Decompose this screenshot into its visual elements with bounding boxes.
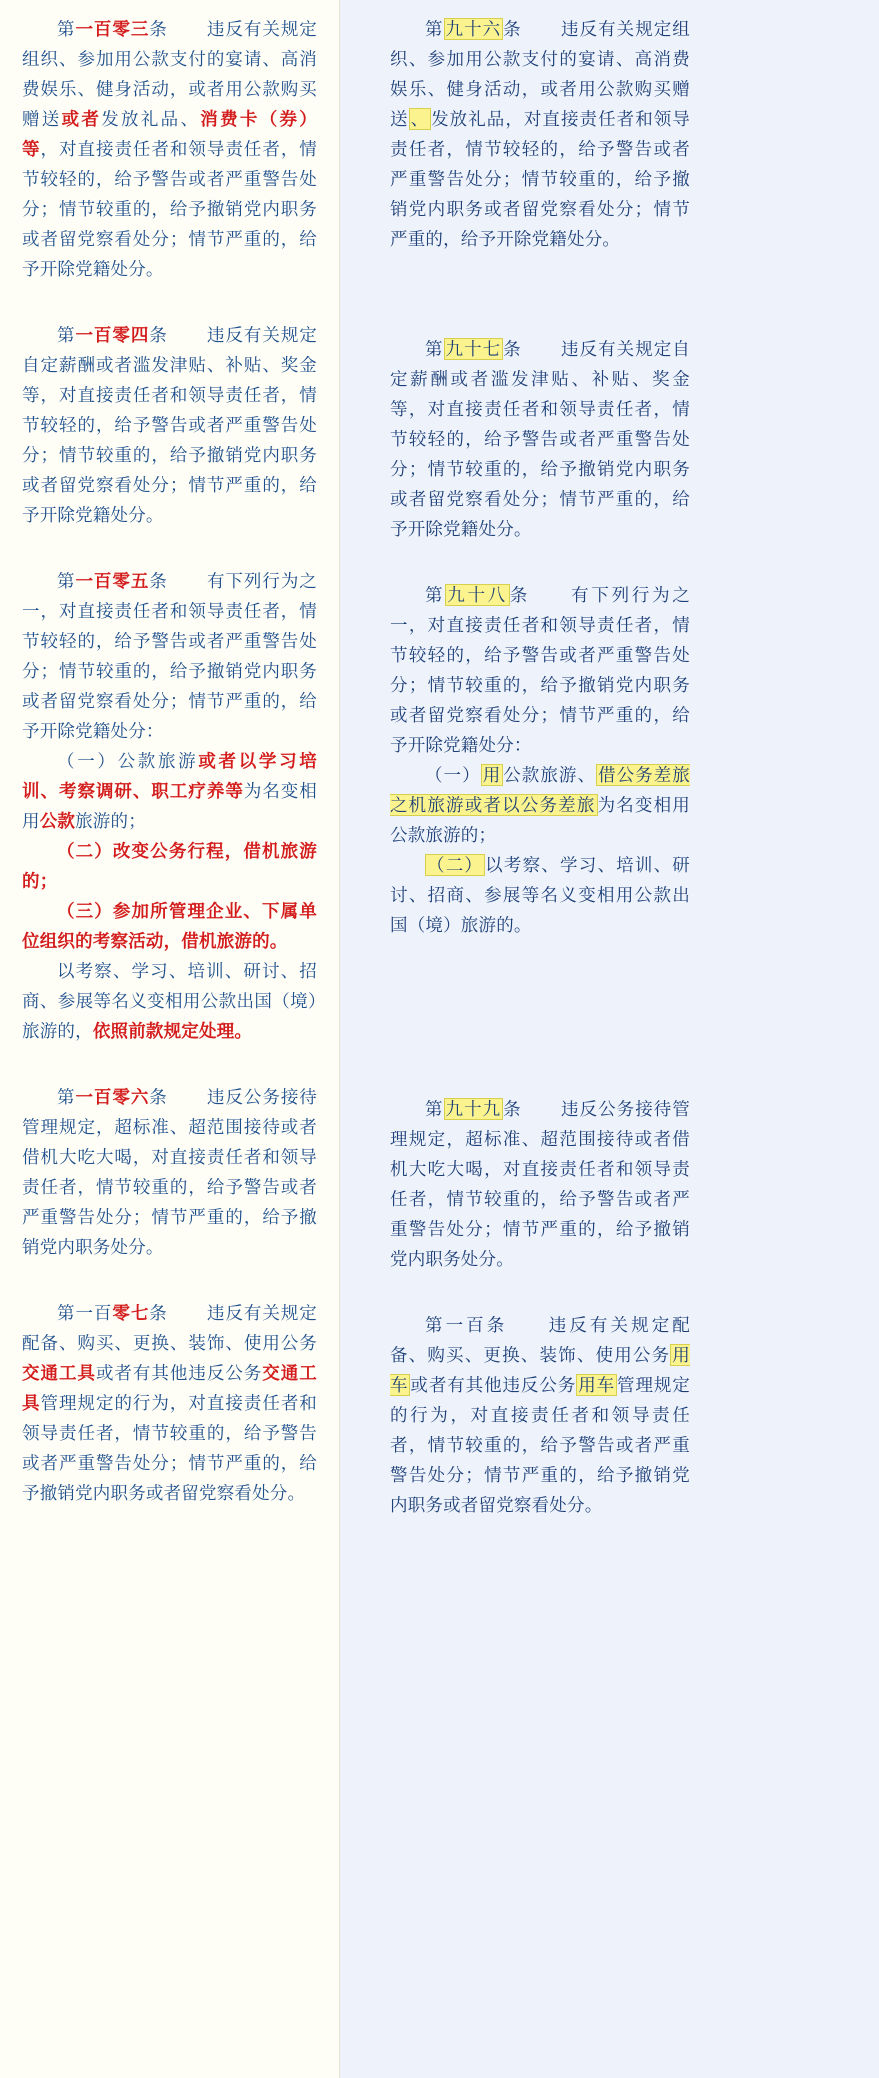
article-number-suffix: 条	[149, 19, 168, 39]
article-body-seg-1: 用车	[390, 1345, 690, 1395]
article-body-seg-4: 管理规定的行为，对直接责任者和领导责任者，情节较重的，给予警告或者严重警告处分；情节严重的，给予撤销党内职务或者留党察看处分。	[390, 1375, 690, 1515]
article-number-suffix: 条	[503, 19, 522, 39]
article-96	[390, 14, 690, 254]
article-number-prefix: 第	[425, 585, 446, 605]
article-body-seg-0: 违反有关规定自定薪酬或者滥发津贴、补贴、奖金等，对直接责任者和领导责任者，情节较轻的，给予警告或者严重警告处分；情节较重的，给予撤销党内职务或者留党察看处分；情节严重的，给予开除党籍处分。	[390, 339, 690, 539]
article-body-seg-2: 或者有其他违反公务	[410, 1375, 577, 1395]
article-number-prefix: 第	[425, 339, 444, 359]
article-body-seg-0: 违反有关规定自定薪酬或者滥发津贴、补贴、奖金等，对直接责任者和领导责任者，情节较轻的，给予警告或者严重警告处分；情节较重的，给予撤销党内职务或者留党察看处分；情节严重的，给予开除党籍处分。	[22, 325, 318, 525]
article-99	[390, 1094, 690, 1274]
item-seg-4: 旅游的；	[75, 811, 146, 831]
article-number-prefix: 第	[57, 19, 76, 39]
column-left-revised	[0, 0, 340, 2078]
article-number: 一百零五	[75, 571, 150, 591]
article-100-text	[390, 1310, 690, 1520]
article-number: 九十七	[445, 339, 502, 359]
item-seg-3: 借公务差旅之机旅游或者以公务差旅	[390, 765, 691, 815]
article-body-seg-3: 用车	[578, 1375, 616, 1395]
item-seg-2: 公款旅游、	[503, 765, 597, 785]
article-body-seg-2: 发放礼品，对直接责任者和领导责任者，情节较轻的，给予警告或者严重警告处分；情节较重的，给予撤销党内职务或者留党察看处分；情节严重的，给予开除党籍处分。	[390, 109, 691, 249]
column-right-original	[340, 0, 879, 2078]
article-body-seg-0: 违反有关规定配备、购买、更换、装饰、使用公务	[22, 1303, 318, 1353]
article-body-seg-4: 管理规定的行为，对直接责任者和领导责任者，情节较重的，给予警告或者严重警告处分；情节严重的，给予撤销党内职务或者留党察看处分。	[22, 1393, 318, 1503]
article-98-item-1	[390, 760, 690, 850]
article-body-seg-1: 或者	[61, 109, 102, 129]
article-body-seg-0: 违反有关规定组织、参加用公款支付的宴请、高消费娱乐、健身活动，或者用公款购买赠送	[22, 19, 318, 129]
article-number-suffix: 条	[149, 1087, 168, 1107]
article-body-seg-2: 发放礼品、	[101, 109, 201, 129]
article-107	[22, 1298, 317, 1508]
article-body-seg-3: 消费卡（券）等	[22, 109, 318, 159]
article-105-item-2	[22, 836, 317, 896]
article-number: 一百零三	[75, 19, 150, 39]
article-96-text	[390, 14, 690, 254]
article-body-seg-4: ，对直接责任者和领导责任者，情节较轻的，给予警告或者严重警告处分；情节较重的，给予撤销党内职务或者留党察看处分；情节严重的，给予开除党籍处分。	[22, 139, 318, 279]
article-number: 一百零四	[75, 325, 150, 345]
article-number: 一百零六	[75, 1087, 150, 1107]
item-seg-0: （二）改变公务行程，借机旅游的；	[22, 841, 317, 891]
item-seg-1: 或者以学习培训、考察调研、职工疗养等	[22, 751, 317, 801]
article-103	[22, 14, 317, 284]
article-body-seg-3: 交通工具	[22, 1363, 317, 1413]
article-98-text	[390, 580, 690, 760]
article-104	[22, 320, 317, 530]
article-body-seg-0: 违反有关规定组织、参加用公款支付的宴请、高消费娱乐、健身活动，或者用公款购买赠送	[390, 19, 690, 129]
article-97-text	[390, 334, 690, 544]
article-number: 零七	[112, 1303, 150, 1323]
article-100	[390, 1310, 690, 1520]
article-number-prefix: 第	[425, 19, 444, 39]
article-body-seg-1: 交通工具	[22, 1363, 96, 1383]
article-97	[390, 334, 690, 544]
article-number-suffix: 条	[503, 339, 522, 359]
article-105-item-1	[22, 746, 317, 836]
article-number-prefix: 第一百	[57, 1303, 113, 1323]
item-seg-0: （一）公款旅游	[57, 751, 199, 771]
article-number-prefix: 第	[57, 571, 76, 591]
article-number-suffix: 条	[503, 1099, 522, 1119]
article-98	[390, 580, 690, 940]
article-number-suffix: 条	[149, 1303, 168, 1323]
article-body-seg-0: 违反公务接待管理规定，超标准、超范围接待或者借机大吃大喝，对直接责任者和领导责任者，情节较重的，给予警告或者严重警告处分；情节严重的，给予撤销党内职务处分。	[390, 1099, 690, 1269]
article-body-seg-0: 有下列行为之一，对直接责任者和领导责任者，情节较轻的，给予警告或者严重警告处分；情节较重的，给予撤销党内职务或者留党察看处分；情节严重的，给予开除党籍处分：	[22, 571, 318, 741]
item-seg-0: （一）	[425, 765, 481, 785]
article-number-suffix: 条	[509, 585, 531, 605]
article-107-text	[22, 1298, 317, 1508]
article-105-text	[22, 566, 317, 746]
article-number-prefix: 第	[425, 1099, 444, 1119]
article-105-item-3	[22, 896, 317, 956]
item-seg-1: 用	[482, 765, 502, 785]
article-body-seg-2: 或者有其他违反公务	[95, 1363, 263, 1383]
article-number-suffix: 条	[149, 571, 168, 591]
tail-seg-0: 以考察、学习、培训、研讨、招商、参展等名义变相用公款出国（境）旅游的，	[22, 961, 317, 1041]
item-seg-0: （二）	[427, 855, 484, 875]
tail-seg-1: 依照前款规定处理。	[92, 1021, 253, 1041]
article-number: 九十六	[445, 19, 502, 39]
article-104-text	[22, 320, 317, 530]
article-number-suffix: 条	[149, 325, 168, 345]
article-98-item-2	[390, 850, 690, 940]
item-seg-4: 为名变相用公款旅游的；	[390, 795, 691, 845]
item-seg-0: （三）参加所管理企业、下属单位组织的考察活动，借机旅游的。	[22, 901, 317, 951]
article-number: 九十八	[447, 585, 508, 605]
item-seg-2: 为名变相用	[22, 781, 317, 831]
article-103-text	[22, 14, 317, 284]
article-body-seg-0: 违反公务接待管理规定，超标准、超范围接待或者借机大吃大喝，对直接责任者和领导责任者，情节较重的，给予警告或者严重警告处分；情节严重的，给予撤销党内职务处分。	[22, 1087, 318, 1257]
item-seg-3: 公款	[39, 811, 76, 831]
article-99-text	[390, 1094, 690, 1274]
article-body-seg-1: 、	[410, 109, 430, 129]
article-106	[22, 1082, 317, 1262]
article-number-prefix: 第	[57, 1087, 76, 1107]
article-105-tail	[22, 956, 317, 1046]
article-number: 九十九	[445, 1099, 502, 1119]
article-number-prefix: 第一百条	[425, 1315, 508, 1335]
article-106-text	[22, 1082, 317, 1262]
article-105	[22, 566, 317, 1046]
article-body-seg-0: 有下列行为之一，对直接责任者和领导责任者，情节较轻的，给予警告或者严重警告处分；情节较重的，给予撤销党内职务或者留党察看处分；情节严重的，给予开除党籍处分：	[390, 585, 691, 755]
article-body-seg-0: 违反有关规定配备、购买、更换、装饰、使用公务	[390, 1315, 690, 1365]
article-number-prefix: 第	[57, 325, 76, 345]
item-seg-1: 以考察、学习、培训、研讨、招商、参展等名义变相用公款出国（境）旅游的。	[390, 855, 690, 935]
